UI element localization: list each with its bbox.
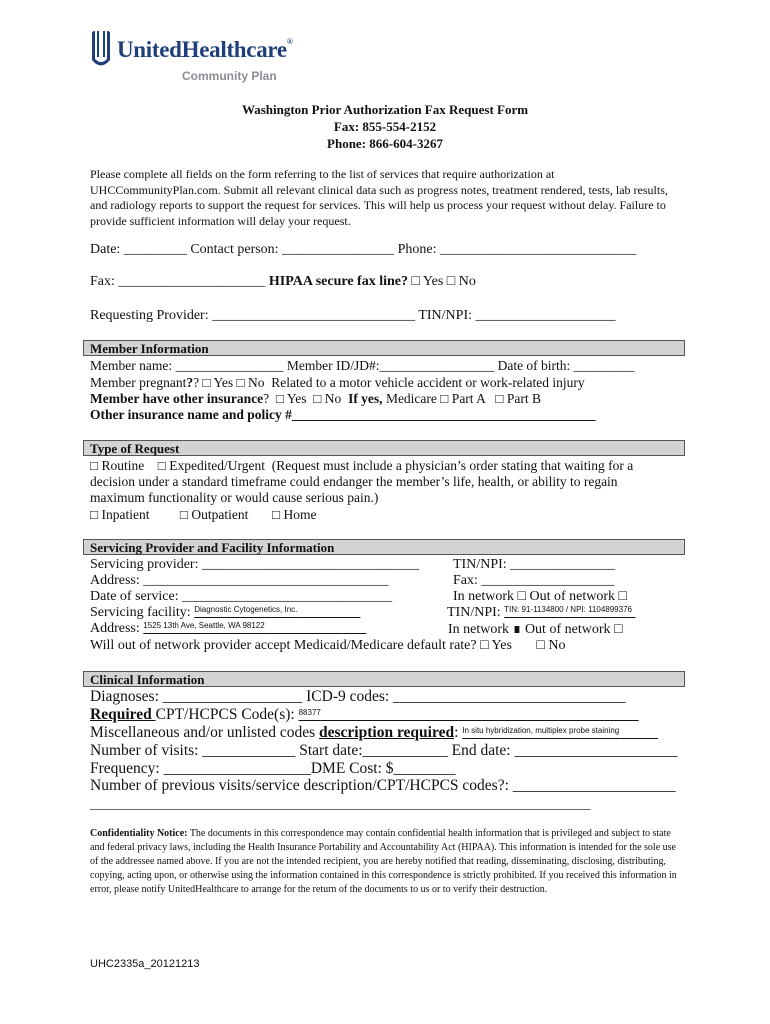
logo-subtitle: Community Plan	[182, 69, 277, 83]
servicing-tin-field[interactable]: TIN/NPI: _______________	[453, 557, 616, 572]
blank-line[interactable]: _____________________________________________________________________________	[90, 796, 591, 811]
uhc-shield-icon	[90, 29, 112, 67]
servicing-fax-field[interactable]: Fax: ___________________	[453, 573, 615, 588]
visits-dates-line[interactable]: Number of visits: ____________ Start date:___________ End date: _____________________	[90, 742, 678, 759]
network-status-1[interactable]: In network □ Out of network □	[453, 589, 627, 604]
frequency-dme-line[interactable]: Frequency: ___________________DME Cost: $________	[90, 760, 456, 777]
other-insurance-policy[interactable]: Other insurance name and policy #_____________________________________________	[90, 407, 596, 422]
section-type-of-request: Type of Request	[83, 440, 685, 456]
misc-description-value[interactable]: In situ hybridization, multiplex probe staining	[462, 726, 620, 735]
facility-value[interactable]: Diagnostic Cytogenetics, Inc.	[194, 605, 298, 614]
diagnoses-line[interactable]: Diagnoses: __________________ ICD-9 codes: ______________________________	[90, 688, 626, 705]
address-value[interactable]: 1525 13th Ave, Seattle, WA 98122	[143, 621, 265, 630]
form-title: Washington Prior Authorization Fax Request Form	[241, 102, 529, 117]
request-line-1[interactable]: □ Routine □ Expedited/Urgent (Request must include a physician’s order stating that waiting for a	[90, 458, 634, 473]
fax-line[interactable]	[90, 274, 476, 290]
required-label: Required	[90, 706, 156, 723]
facility-tin-value[interactable]: TIN: 91-1134800 / NPI: 1104899376	[504, 605, 632, 614]
section-member-information: Member Information	[83, 340, 685, 356]
misc-codes-line[interactable]: Miscellaneous and/or unlisted codes description required: $^{In situ hybridization, multiplex probe staining}$	[90, 724, 620, 741]
servicing-address2-line[interactable]: Address: $^{1525 13th Ave, Seattle, WA 98122}$	[90, 621, 265, 636]
cpt-line[interactable]: Required CPT/HCPCS Code(s): $^{88377}$	[90, 706, 321, 723]
request-line-2: decision under a standard timeframe could endanger the member’s life, health, or ability to regain	[90, 474, 618, 489]
pregnant-q: ?	[186, 375, 194, 390]
request-line-3: maximum functionality or would cause serious pain.)	[90, 490, 379, 505]
instructions: Please complete all fields on the form referring to the list of services that require authorization at UHCCommunityPlan.com. Submit all relevant clinical data such as progress notes, treatment rendered, tests, lab results, and radiology reports to support the request for services. This will help us process your request without delay. Failure to provide sufficient information will delay your request.	[90, 167, 668, 228]
fax-field[interactable]: Fax: _____________________	[90, 274, 269, 289]
unitedhealthcare-logo	[90, 27, 300, 87]
default-rate-question[interactable]: Will out of network provider accept Medicaid/Medicare default rate? □ Yes □ No	[90, 638, 566, 653]
logo-brand: UnitedHealthcare®	[117, 37, 293, 62]
description-required-label: description required	[319, 724, 455, 741]
form-code: UHC2335a_20121213	[90, 958, 200, 970]
date-contact-phone-line[interactable]: Date: _________ Contact person: ________________ Phone: ____________________________	[90, 242, 636, 257]
servicing-facility-line[interactable]: Servicing facility: $^{Diagnostic Cytogenetics, Inc.}$	[90, 605, 298, 620]
confidentiality-notice: Confidentiality Notice: The documents in this correspondence may contain confidential health information that is privileged and subject to state and federal privacy laws, including the Health Insurance Portability and Accountability Act (HIPAA). This information is intended for the sole use of the addressee named above. If you are not the intended recipient, you are hereby notified that reading, disseminating, disclosing, distributing, copying, acting upon, or otherwise using the information contained in this correspondence is strictly prohibited. If you received this information in error, please notify UnitedHealthcare to arrange for the return of the documents to us or to verify their destruction.	[90, 828, 677, 895]
previous-visits-line[interactable]: Number of previous visits/service description/CPT/HCPCS codes?: _____________________	[90, 777, 676, 794]
form-phone: Phone: 866-604-3267	[327, 136, 443, 151]
servicing-address-field[interactable]: Address: ___________________________________	[90, 573, 389, 588]
member-line-3[interactable]: Member have other insurance? □ Yes □ No If yes, Medicare □ Part A □ Part B	[90, 391, 541, 406]
hipaa-label: HIPAA secure fax line?	[268, 274, 408, 289]
pregnant-options[interactable]: ? □ Yes □ No Related to a motor vehicle accident or work-related injury	[193, 375, 585, 390]
request-setting-options[interactable]: □ Inpatient □ Outpatient □ Home	[90, 507, 317, 522]
member-line-1[interactable]: Member name: ________________ Member ID/JD#:_________________ Date of birth: _________	[90, 358, 635, 373]
date-of-service-field[interactable]: Date of service: ______________________________	[90, 589, 393, 604]
facility-tin-line[interactable]: TIN/NPI: $^{TIN: 91-1134800 / NPI: 1104899376}$	[447, 605, 632, 620]
other-insurance-label: Member have other insurance	[90, 391, 264, 406]
section-clinical-information: Clinical Information	[83, 671, 685, 687]
requesting-provider-line[interactable]: Requesting Provider: _____________________________ TIN/NPI: ____________________	[90, 308, 616, 323]
member-line-4[interactable]	[90, 407, 596, 423]
member-line-2[interactable]: Member pregnant?? □ Yes □ No Related to a motor vehicle accident or work-related injury	[90, 375, 585, 390]
form-fax: Fax: 855-554-2152	[333, 119, 437, 134]
hipaa-options[interactable]: □ Yes □ No	[407, 274, 476, 289]
servicing-provider-field[interactable]: Servicing provider: _______________________________	[90, 557, 419, 572]
section-servicing-provider: Servicing Provider and Facility Information	[83, 539, 685, 555]
cpt-value[interactable]: 88377	[298, 708, 321, 717]
network-status-2[interactable]: In network ∎ Out of network □	[448, 622, 623, 637]
